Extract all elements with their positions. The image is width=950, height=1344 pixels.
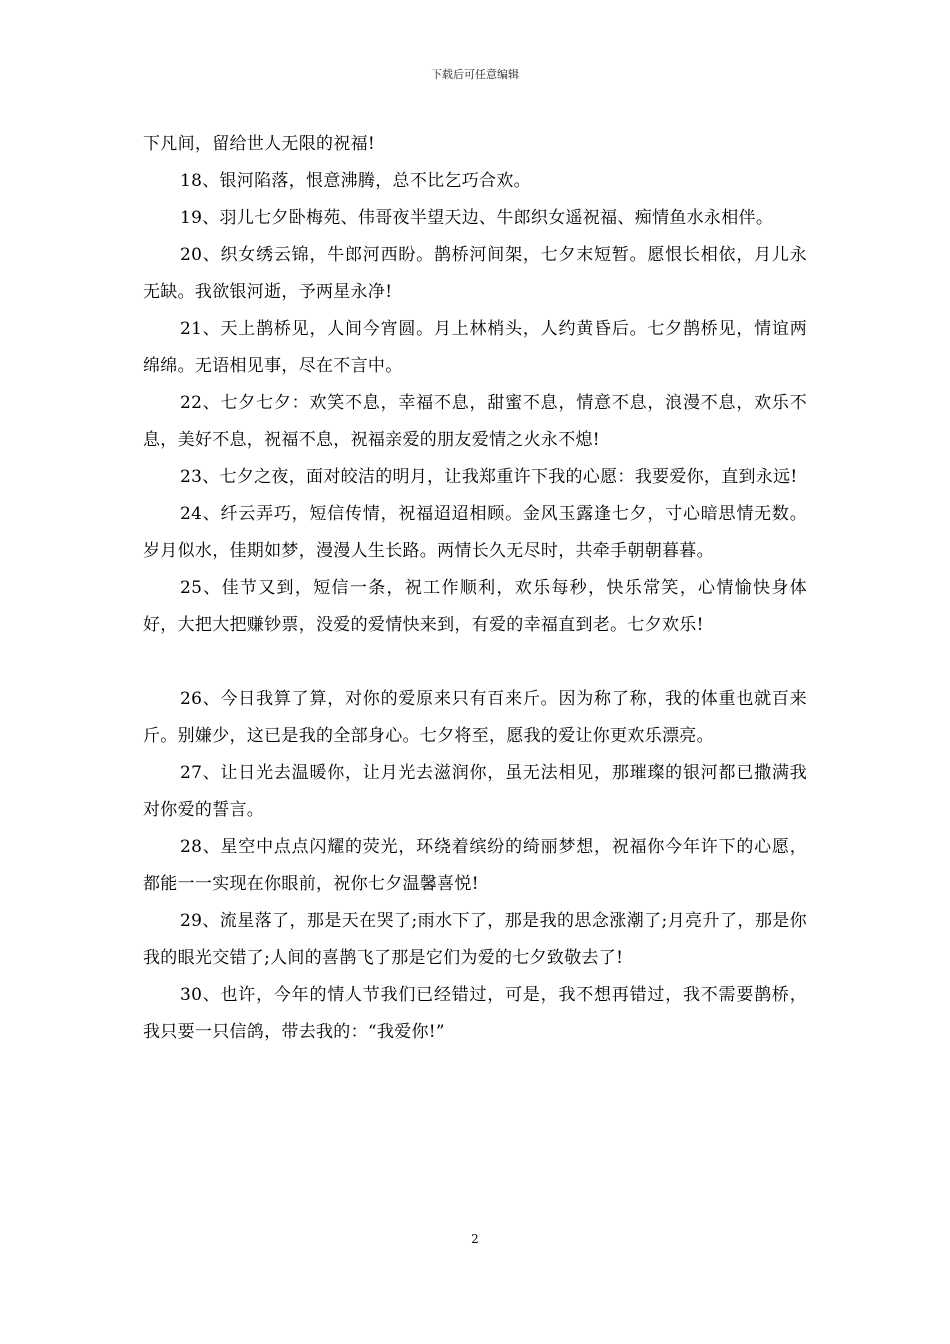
document-body [143, 126, 807, 1051]
page-header: 下载后可任意编辑 [431, 68, 519, 81]
paragraph-27: 27、让日光去温暖你，让月光去滋润你，虽无法相见，那璀璨的银河都已撒满我对你爱的誓言。 [143, 763, 807, 820]
paragraph-28: 28、星空中点点闪耀的荧光，环绕着缤纷的绮丽梦想，祝福你今年许下的心愿，都能一一实现在你眼前，祝你七夕温馨喜悦! [143, 837, 807, 894]
page-number: 2 [471, 1232, 479, 1246]
paragraph-29: 29、流星落了，那是天在哭了;雨水下了，那是我的思念涨潮了;月亮升了，那是你我的眼光交错了;人间的喜鹊飞了那是它们为爱的七夕致敬去了! [143, 911, 807, 968]
paragraph-30: 30、也许，今年的情人节我们已经错过，可是，我不想再错过，我不需要鹊桥，我只要一只信鸽，带去我的：“我爱你!” [143, 985, 807, 1042]
paragraph-20: 20、织女绣云锦，牛郎河西盼。鹊桥河间架，七夕末短暂。愿恨长相依，月儿永无缺。我欲银河逝，予两星永净! [143, 245, 807, 302]
paragraph-18: 18、银河陷落，恨意沸腾，总不比乞巧合欢。 [180, 171, 531, 191]
paragraph-25: 25、佳节又到，短信一条，祝工作顺利，欢乐每秒，快乐常笑，心情愉快身体好，大把大把赚钞票，没爱的爱情快来到，有爱的幸福直到老。七夕欢乐! [143, 578, 807, 635]
paragraph-19: 19、羽儿七夕卧梅苑、伟哥夜半望天边、牛郎织女遥祝福、痴情鱼水永相伴。 [180, 208, 774, 228]
paragraph-continuation: 下凡间，留给世人无限的祝福! [143, 134, 376, 154]
paragraph-22: 22、七夕七夕：欢笑不息，幸福不息，甜蜜不息，情意不息，浪漫不息，欢乐不息，美好不息，祝福不息，祝福亲爱的朋友爱情之火永不熄! [143, 393, 807, 450]
paragraph-23: 23、七夕之夜，面对皎洁的明月，让我郑重许下我的心愿：我要爱你，直到永远! [180, 467, 798, 487]
blank-line [143, 644, 807, 681]
paragraph-26: 26、今日我算了算，对你的爱原来只有百来斤。因为称了称，我的体重也就百来斤。别嫌少，这已是我的全部身心。七夕将至，愿我的爱让你更欢乐漂亮。 [143, 689, 807, 746]
paragraph-24: 24、纤云弄巧，短信传情，祝福迢迢相顾。金风玉露逢七夕，寸心暗思情无数。岁月似水，佳期如梦，漫漫人生长路。两情长久无尽时，共牵手朝朝暮暮。 [143, 504, 807, 561]
paragraph-21: 21、天上鹊桥见，人间今宵圆。月上林梢头，人约黄昏后。七夕鹊桥见，情谊两绵绵。无语相见事，尽在不言中。 [143, 319, 807, 376]
